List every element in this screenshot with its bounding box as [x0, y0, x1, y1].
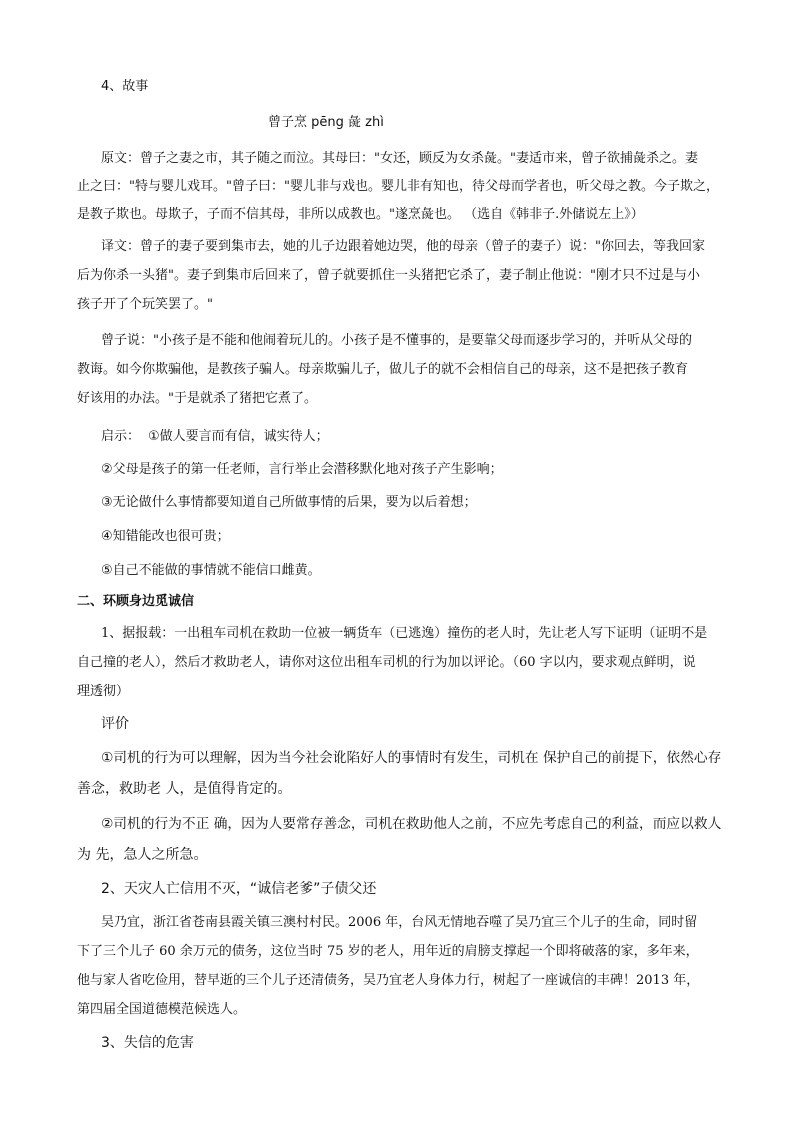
enlightenment-item-1: ①做人要言而有信，诚实待人；: [148, 429, 329, 444]
evaluation-label: 评价: [101, 716, 129, 732]
item2-line-3: 他与家人省吃俭用，替早逝的三个儿子还清债务，吴乃宜老人身体力行，树起了一座诚信的丰碑！2013 年，: [77, 973, 700, 988]
enlightenment-item-5: ⑤自己不能做的事情就不能信口雌黄。: [101, 563, 321, 578]
original-line-1: 原文：曾子之妻之市，其子随之而泣。其母曰："女还，顾反为女杀彘。"妻适市来，曾子欲捕彘杀之。妻: [101, 151, 698, 166]
story-heading: 4、故事: [101, 79, 149, 94]
original-line-3: 是教子欺也。母欺子，子而不信其母，非所以成教也。"遂烹彘也。 （选自《韩非子.外储说左上》）: [77, 207, 644, 222]
item2-line-1: 吴乃宜，浙江省苍南县霞关镇三澳村村民。2006 年，台风无情地吞噬了吴乃宜三个儿子的生命，同时留: [101, 915, 698, 930]
item1-line-2: 自己撞的老人），然后才救助老人，请你对这位出租车司机的行为加以评论。（60 字以内，要求观点鲜明，说: [77, 655, 696, 670]
evaluation-2-line-1: ②司机的行为不正 确，因为人要常存善念，司机在救助他人之前，不应先考虑自己的利益，而应以救人: [101, 816, 722, 832]
enlightenment-item-3: ③无论做什么事情都要知道自己所做事情的后果，要为以后着想；: [101, 495, 477, 510]
enlightenment-label: 启示：: [101, 429, 141, 444]
translation-line-3: 孩子开了个玩笑罢了。": [77, 297, 213, 312]
evaluation-1-line-1: ①司机的行为可以理解，因为当今社会讹陷好人的事情时有发生，司机在 保护自己的前提下，依然心存: [101, 750, 722, 766]
section-2-heading: 二、环顾身边觅诚信: [77, 594, 195, 609]
evaluation-2-line-2: 为 先，急人之所急。: [77, 847, 208, 863]
item3-title: 3、失信的危害: [101, 1035, 194, 1051]
item2-title: 2、天灾人亡信用不灭，“诚信老爹”子债父还: [101, 881, 377, 897]
quote-line-1: 曾子说："小孩子是不能和他闹着玩儿的。小孩子是不懂事的，是要靠父母而逐步学习的，并听从父母的: [101, 333, 692, 348]
translation-line-1: 译文：曾子的妻子要到集市去，她的儿子边跟着她边哭，他的母亲（曾子的妻子）说："你回去，等我回家: [101, 239, 705, 254]
item2-line-2: 下了三个儿子 60 余万元的债务，这位当时 75 岁的老人，用年近的肩膀支撑起一个即将破落的家，多年来，: [77, 944, 699, 959]
story-title: 曾子烹 pēng 彘 zhì: [268, 115, 384, 130]
item1-line-1: 1、据报载：一出租车司机在救助一位被一辆货车（已逃逸）撞伤的老人时，先让老人写下证明（证明不是: [101, 626, 708, 641]
item2-line-4: 第四届全国道德模范候选人。: [77, 1002, 247, 1017]
evaluation-1-line-2: 善念，救助老 人，是值得肯定的。: [77, 781, 292, 797]
item1-line-3: 理透彻）: [77, 684, 130, 699]
original-line-2: 止之曰："特与婴儿戏耳。"曾子曰："婴儿非与戏也。婴儿非有知也，待父母而学者也，听父母之教。今子欺之，: [77, 179, 719, 194]
enlightenment-item-2: ②父母是孩子的第一任老师，言行举止会潜移默化地对孩子产生影响；: [101, 462, 503, 477]
translation-line-2: 后为你杀一头猪"。妻子到集市后回来了，曾子就要抓住一头猪把它杀了，妻子制止他说："刚才只不过是与小: [77, 268, 700, 283]
quote-line-3: 好该用的办法。"于是就杀了猪把它煮了。: [77, 391, 317, 406]
enlightenment-item-4: ④知错能改也很可贵；: [101, 529, 230, 544]
quote-line-2: 教诲。如今你欺骗他，是教孩子骗人。母亲欺骗儿子，做儿子的就不会相信自己的母亲，这不是把孩子教育: [77, 362, 689, 377]
